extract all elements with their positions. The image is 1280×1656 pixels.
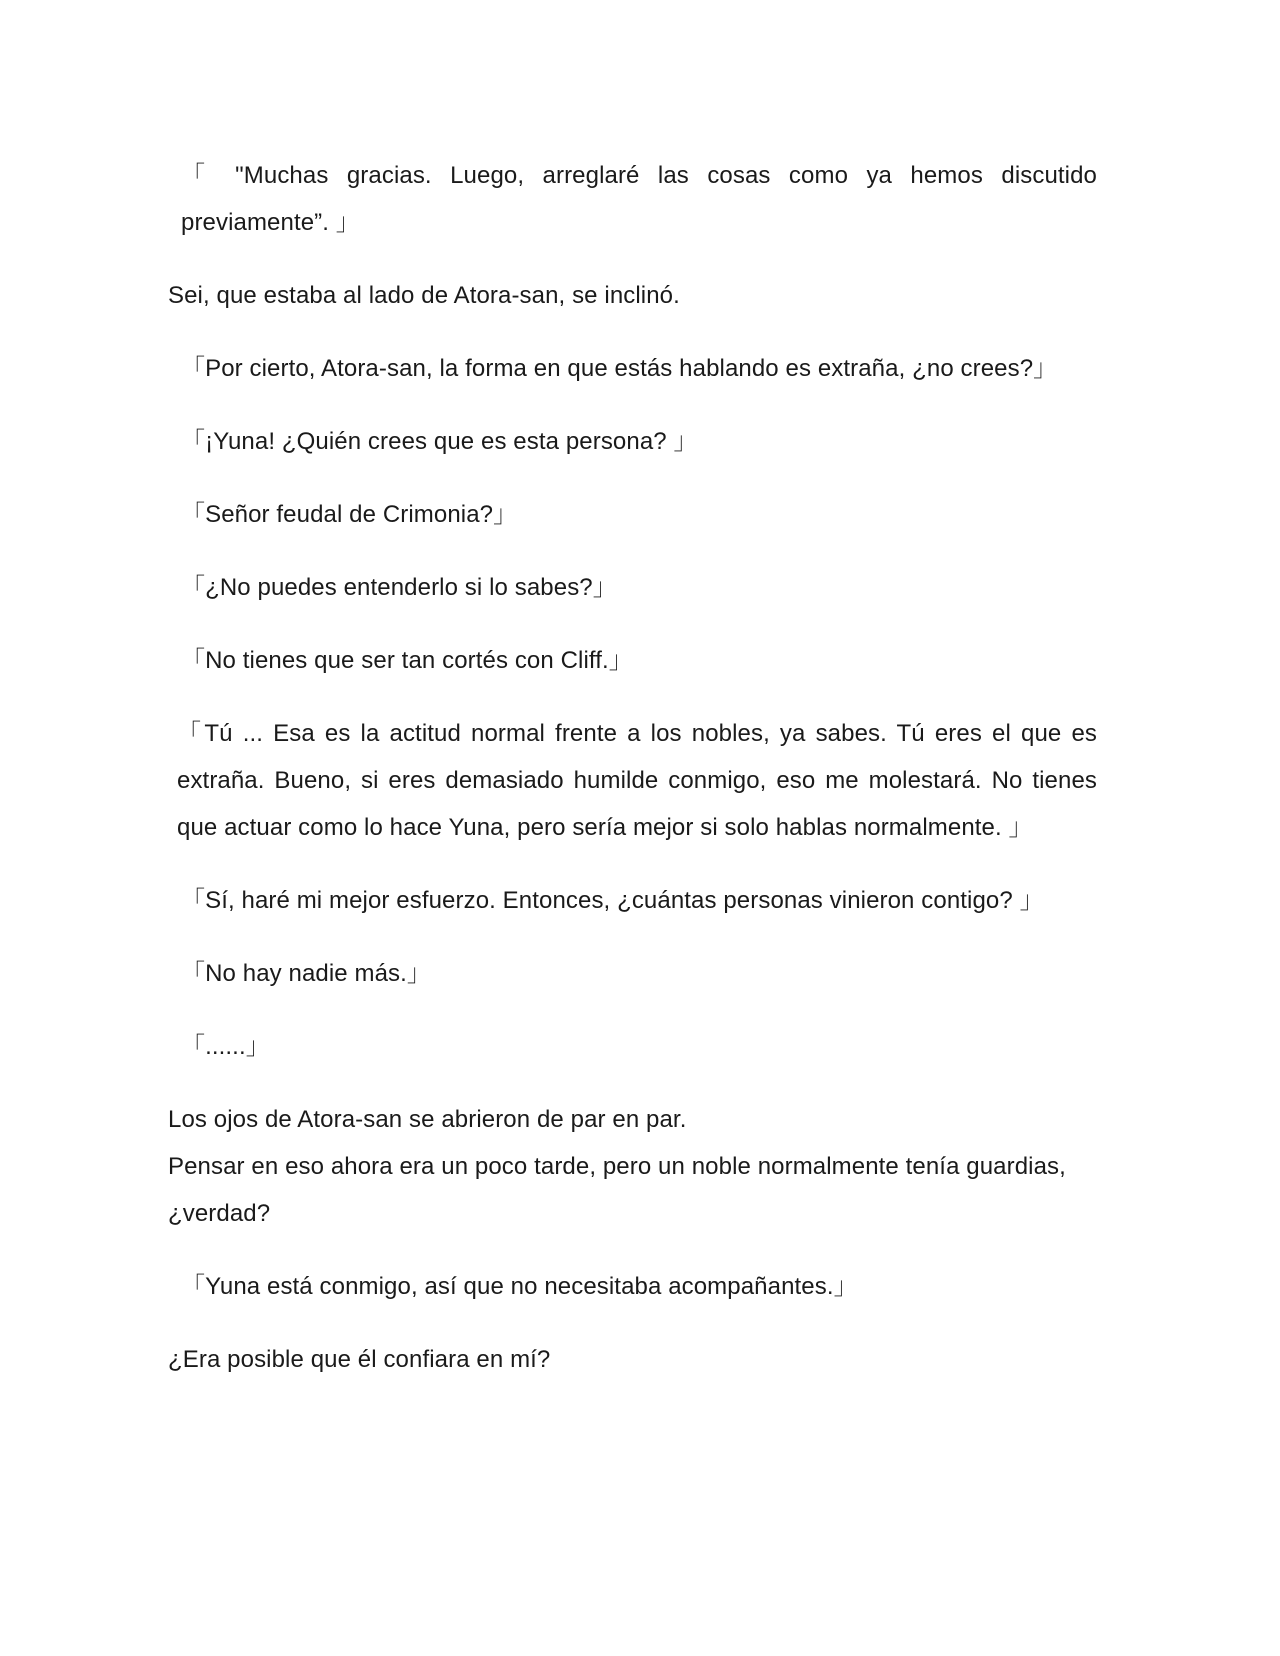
document-body	[168, 152, 1097, 1383]
narration-text: Sei, que estaba al lado de Atora-san, se inclinó.	[168, 282, 680, 309]
dialog-text: 「¡Yuna! ¿Quién crees que es esta persona? 」	[181, 428, 698, 455]
dialog-line-8	[177, 877, 1097, 924]
dialog-line-3	[177, 418, 1097, 465]
dialog-text: 「¿No puedes entenderlo si lo sabes?」	[181, 574, 617, 601]
dialog-text: 「Tú ... Esa es la actitud normal frente a los nobles, ya sabes. Tú eres el que es extraña. Bueno, si eres demasiado humilde conmigo, eso me molestará. No tienes que actuar como lo hace Yuna, pero sería mejor si solo hablas normalmente. 」	[177, 720, 1097, 841]
dialog-text: 「No tienes que ser tan cortés con Cliff.」	[181, 647, 633, 674]
dialog-line-7	[177, 710, 1097, 851]
dialog-line-11	[177, 1263, 1097, 1310]
narration-line-4	[168, 1336, 1097, 1383]
dialog-line-1	[177, 152, 1097, 246]
dialog-line-2	[177, 345, 1097, 392]
dialog-line-6	[177, 637, 1097, 684]
dialog-text: 「 "Muchas gracias. Luego, arreglaré las cosas como ya hemos discutido previamente”. 」	[181, 162, 1097, 236]
narration-line-3	[168, 1143, 1097, 1237]
dialog-text: 「Señor feudal de Crimonia?」	[181, 501, 518, 528]
dialog-line-4	[177, 491, 1097, 538]
narration-line-1	[168, 272, 1097, 319]
dialog-line-10	[177, 1023, 1097, 1070]
dialog-text: 「......」	[181, 1033, 270, 1060]
narration-text: Pensar en eso ahora era un poco tarde, pero un noble normalmente tenía guardias, ¿verdad?	[168, 1153, 1066, 1227]
dialog-line-9	[177, 950, 1097, 997]
dialog-text: 「No hay nadie más.」	[181, 960, 432, 987]
dialog-text: 「Sí, haré mi mejor esfuerzo. Entonces, ¿cuántas personas vinieron contigo? 」	[181, 887, 1044, 914]
dialog-line-5	[177, 564, 1097, 611]
dialog-text: 「Yuna está conmigo, así que no necesitaba acompañantes.」	[181, 1273, 858, 1300]
narration-line-2	[168, 1096, 1097, 1143]
narration-text: ¿Era posible que él confiara en mí?	[168, 1346, 551, 1373]
dialog-text: 「Por cierto, Atora-san, la forma en que estás hablando es extraña, ¿no crees?」	[181, 355, 1058, 382]
narration-text: Los ojos de Atora-san se abrieron de par en par.	[168, 1106, 687, 1133]
